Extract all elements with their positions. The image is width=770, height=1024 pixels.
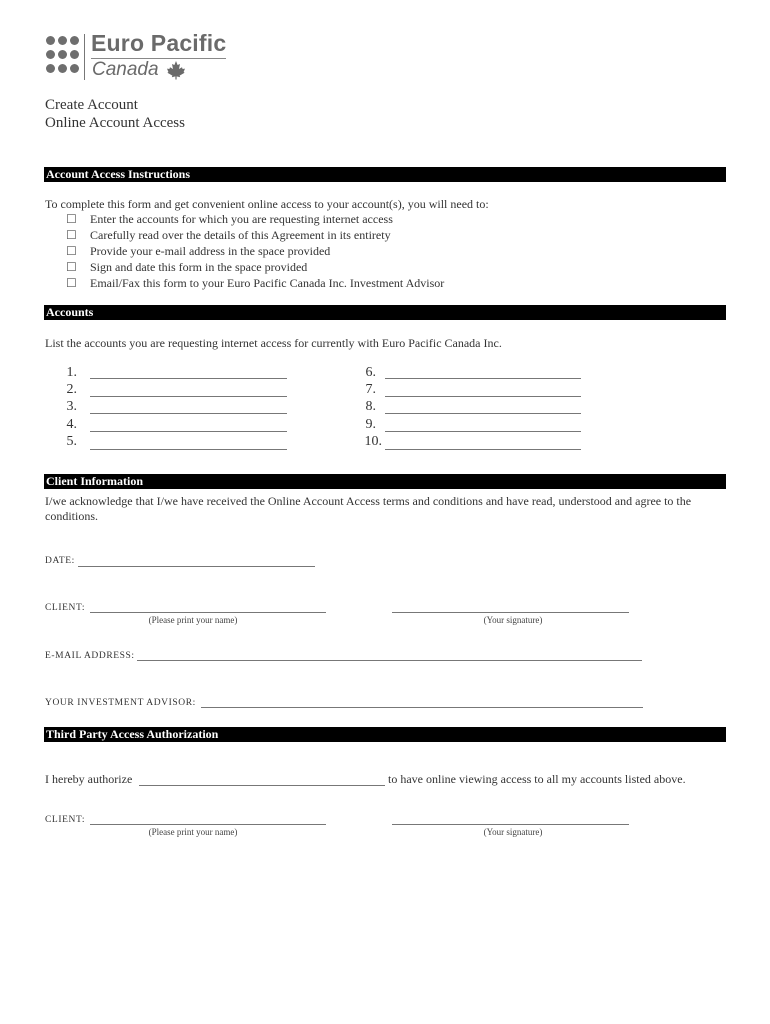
signature-caption: (Your signature) xyxy=(483,827,543,837)
account-number-label: 8. xyxy=(365,399,376,414)
list-item: ☐ Sign and date this form in the space provided xyxy=(66,260,308,274)
checkbox-icon: ☐ xyxy=(66,228,77,242)
authorize-prefix: I hereby authorize xyxy=(45,772,133,786)
email-label: E-MAIL ADDRESS: xyxy=(45,651,135,661)
section-heading-accounts: Accounts xyxy=(44,305,726,320)
checkbox-icon: ☐ xyxy=(66,244,77,258)
account-field-8[interactable] xyxy=(385,413,581,414)
client-label: CLIENT: xyxy=(45,815,86,825)
account-field-3[interactable] xyxy=(90,413,287,414)
authorized-party-field[interactable] xyxy=(139,785,385,786)
checkbox-icon: ☐ xyxy=(66,212,77,226)
maple-leaf-icon xyxy=(166,60,186,80)
logo-name-bottom: Canada xyxy=(92,59,159,80)
client-signature-field[interactable] xyxy=(392,612,629,613)
account-field-6[interactable] xyxy=(385,378,581,379)
section-heading-instructions: Account Access Instructions xyxy=(44,167,726,182)
account-number-label: 4. xyxy=(66,417,77,432)
checkbox-icon: ☐ xyxy=(66,260,77,274)
checkbox-icon: ☐ xyxy=(66,276,77,290)
list-item: ☐ Email/Fax this form to your Euro Pacific Canada Inc. Investment Advisor xyxy=(66,276,445,290)
account-number-label: 10. xyxy=(364,434,382,449)
account-field-7[interactable] xyxy=(385,396,581,397)
page-subtitle: Online Account Access xyxy=(45,115,185,131)
acknowledgement-line-1: I/we acknowledge that I/we have received the Online Account Access terms and conditions and have read, understood and agree to the xyxy=(45,494,692,508)
instructions-intro: To complete this form and get convenient online access to your account(s), you will need to: xyxy=(45,197,489,211)
logo-divider xyxy=(84,34,85,80)
account-field-1[interactable] xyxy=(90,378,287,379)
acknowledgement-line-2: conditions. xyxy=(45,509,98,523)
investment-advisor-field[interactable] xyxy=(201,707,643,708)
account-number-label: 3. xyxy=(66,399,77,414)
logo-dots-icon xyxy=(46,36,79,78)
print-name-caption: (Please print your name) xyxy=(148,827,238,837)
account-number-label: 6. xyxy=(365,365,376,380)
company-logo xyxy=(46,32,236,82)
list-item: ☐ Carefully read over the details of this Agreement in its entirety xyxy=(66,228,391,242)
account-number-label: 5. xyxy=(66,434,77,449)
signature-caption: (Your signature) xyxy=(483,615,543,625)
client-name-field[interactable] xyxy=(90,612,326,613)
section-heading-client: Client Information xyxy=(44,474,726,489)
account-number-label: 7. xyxy=(365,382,376,397)
authorize-suffix: to have online viewing access to all my accounts listed above. xyxy=(388,772,686,786)
email-field[interactable] xyxy=(137,660,642,661)
accounts-intro: List the accounts you are requesting internet access for currently with Euro Pacific Canada Inc. xyxy=(45,336,502,350)
list-item: ☐ Enter the accounts for which you are requesting internet access xyxy=(66,212,393,226)
account-field-9[interactable] xyxy=(385,431,581,432)
account-field-2[interactable] xyxy=(90,396,287,397)
print-name-caption: (Please print your name) xyxy=(148,615,238,625)
account-field-10[interactable] xyxy=(385,449,581,450)
account-number-label: 2. xyxy=(66,382,77,397)
logo-name-top: Euro Pacific xyxy=(91,30,227,56)
client-signature-field[interactable] xyxy=(392,824,629,825)
account-number-label: 1. xyxy=(66,365,77,380)
date-field[interactable] xyxy=(78,566,315,567)
investment-advisor-label: YOUR INVESTMENT ADVISOR: xyxy=(45,698,196,708)
section-heading-third-party: Third Party Access Authorization xyxy=(44,727,726,742)
client-label: CLIENT: xyxy=(45,603,86,613)
date-label: DATE: xyxy=(45,556,75,566)
list-item: ☐ Provide your e-mail address in the space provided xyxy=(66,244,331,258)
account-field-4[interactable] xyxy=(90,431,287,432)
page-title: Create Account xyxy=(45,97,138,113)
account-field-5[interactable] xyxy=(90,449,287,450)
account-number-label: 9. xyxy=(365,417,376,432)
client-name-field[interactable] xyxy=(90,824,326,825)
